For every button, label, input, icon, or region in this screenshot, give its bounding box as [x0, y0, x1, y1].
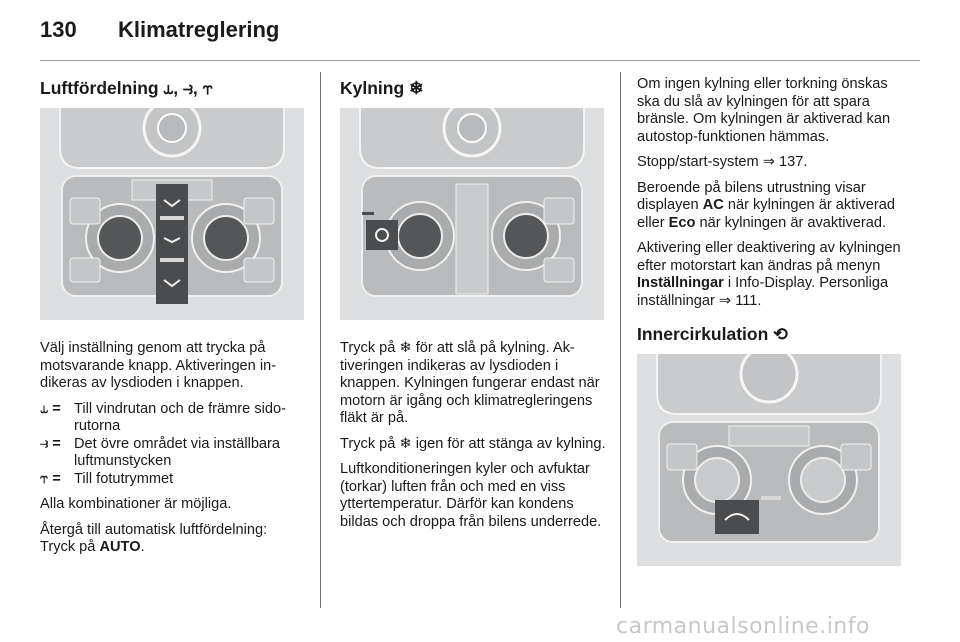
auto-return-text: Återgå till automatisk luftfördelning: Tryck på	[40, 521, 268, 555]
column-cooling-cont	[637, 76, 909, 586]
ac-indicator-label: AC	[702, 197, 724, 213]
auto-key-label: AUTO	[99, 539, 141, 555]
section-heading-recirculation: Innercirkulation ⟲	[637, 324, 788, 344]
section-heading-cooling: Kylning ❄	[340, 78, 424, 98]
paragraph-display-indication	[637, 180, 909, 233]
paragraph-disable-cooling: Om ingen kylning eller torkning önskas ska du slå av kylningen för att spara bränsle. Om kylningen är aktiverad kan autostop-funktionen hämmas.	[637, 76, 891, 145]
watermark: carmanualsonline.info	[616, 614, 870, 639]
page-number: 130	[40, 17, 77, 42]
option-text: Till vindrutan och de främre sidorutorna	[74, 400, 286, 434]
paragraph-start-stop-ref: Stopp/start-system ⇒ 137.	[637, 154, 808, 170]
settings-text-end: i Info-Display. Personliga inställningar ⇒ 111.	[637, 275, 889, 309]
option-footwell	[40, 471, 306, 489]
column-air-distribution	[40, 78, 306, 565]
upper-vents-icon: ⥽ =	[40, 435, 61, 452]
paragraph-cooling-on: Tryck på ❄ för att slå på kylning. Aktiveringen indikeras av lysdioden i knappen. Kylningen fungerar endast när motorn är igång och klimatregleringens fläkt är på.	[340, 340, 600, 426]
settings-text: Aktivering eller deaktivering av kylningen efter motorstart kan ändras på menyn	[637, 240, 901, 274]
climate-panel-photo-cooling	[340, 108, 604, 320]
settings-menu-label: Inställningar	[637, 275, 724, 291]
paragraph-combinations: Alla kombinationer är möjliga.	[40, 496, 232, 512]
air-distribution-options	[40, 401, 306, 489]
windscreen-icon: ⥿ =	[40, 400, 61, 417]
column-divider-1	[320, 72, 321, 608]
display-text-end: när kylningen är avaktiverad.	[695, 214, 887, 231]
column-cooling	[340, 78, 606, 539]
auto-return-end: .	[140, 539, 145, 555]
option-text: Det övre området via inställbara luftmunstycken	[74, 435, 281, 469]
paragraph-auto-return	[40, 522, 306, 557]
footwell-icon: ⥾ =	[40, 470, 61, 487]
display-text-mid: när kylningen är aktiverad eller	[637, 197, 895, 231]
header-rule	[40, 60, 920, 61]
column-divider-2	[620, 72, 621, 608]
option-windscreen	[40, 401, 306, 436]
climate-panel-photo-recirculation	[637, 354, 901, 566]
page-title: Klimatreglering	[118, 17, 280, 42]
display-text: Beroende på bilens utrustning visar displayen	[637, 179, 866, 213]
paragraph-cooling-off: Tryck på ❄ igen för att stänga av kylning.	[340, 435, 606, 452]
paragraph-ac-explanation: Luftkonditioneringen kyler och avfuktar (torkar) luften från och med en viss yttertemperatur. Därför kan kondens bildas och droppa från bilens underrede.	[340, 461, 602, 530]
paragraph-select-setting: Välj inställning genom att trycka på motsvarande knapp. Aktiveringen indikeras av lysdioden i knappen.	[40, 340, 277, 391]
paragraph-settings-menu	[637, 240, 909, 310]
eco-indicator-label: Eco	[668, 214, 696, 231]
climate-panel-photo-air-distribution	[40, 108, 304, 320]
option-upper-area	[40, 436, 306, 471]
option-text: Till fotutrymmet	[74, 470, 174, 487]
section-heading-air-distribution: Luftfördelning ⥿, ⥽, ⥾	[40, 78, 213, 98]
